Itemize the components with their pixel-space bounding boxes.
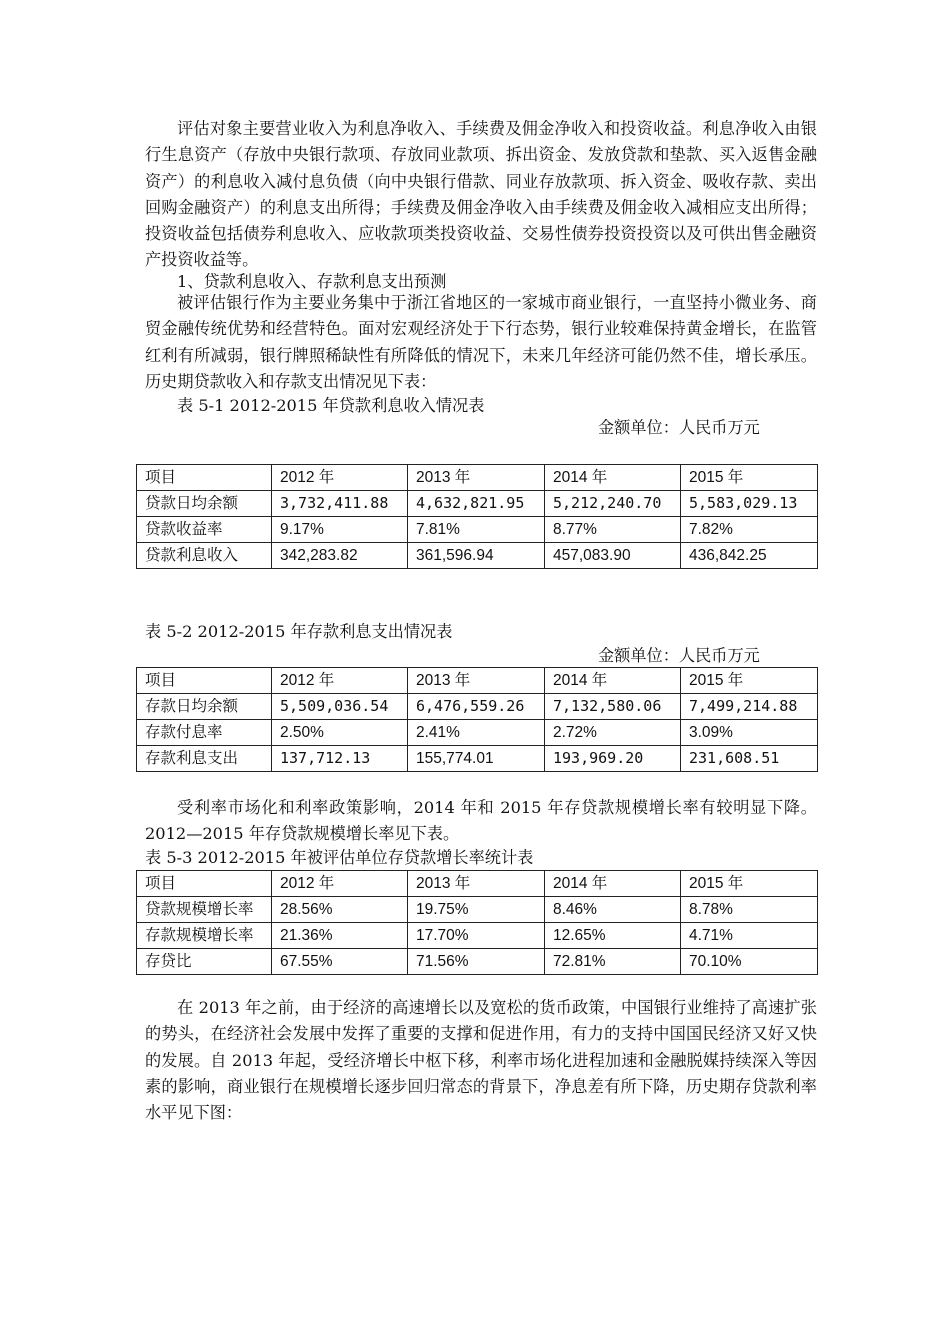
value-cell: 19.75% — [408, 897, 545, 923]
value-cell: 7.82% — [681, 517, 818, 543]
value-cell: 5,509,036.54 — [272, 694, 408, 720]
value-cell: 8.78% — [681, 897, 818, 923]
header-cell: 项目 — [137, 871, 272, 897]
header-cell: 2015 年 — [681, 465, 818, 491]
table-row — [137, 720, 818, 746]
value-cell: 4,632,821.95 — [408, 491, 545, 517]
header-cell: 2012 年 — [272, 465, 408, 491]
value-cell: 28.56% — [272, 897, 408, 923]
row-label: 存款利息支出 — [137, 746, 272, 772]
value-cell: 70.10% — [681, 949, 818, 975]
value-cell: 2.72% — [545, 720, 681, 746]
value-cell: 2.50% — [272, 720, 408, 746]
table-row — [137, 491, 818, 517]
intro-paragraph: 评估对象主要营业收入为利息净收入、手续费及佣金净收入和投资收益。利息净收入由银行生息资产（存放中央银行款项、存放同业款项、拆出资金、发放贷款和垫款、买入返售金融资产）的利息收入减付息负债（向中央银行借款、同业存放款项、拆入资金、吸收存款、卖出回购金融资产）的利息支出所得；手续费及佣金净收入由手续费及佣金收入减相应支出所得；投资收益包括债券利息收入、应收款项类投资收益、交易性债券投资投资以及可供出售金融资产投资收益等。 — [145, 119, 817, 270]
table-row — [137, 923, 818, 949]
row-label: 贷款日均余额 — [137, 491, 272, 517]
value-cell: 2.41% — [408, 720, 545, 746]
value-cell: 3,732,411.88 — [272, 491, 408, 517]
value-cell: 361,596.94 — [408, 543, 545, 569]
header-cell: 项目 — [137, 465, 272, 491]
value-cell: 137,712.13 — [272, 746, 408, 772]
value-cell: 5,583,029.13 — [681, 491, 818, 517]
header-cell: 2014 年 — [545, 668, 681, 694]
value-cell: 3.09% — [681, 720, 818, 746]
table-row — [137, 694, 818, 720]
value-cell: 17.70% — [408, 923, 545, 949]
value-cell: 155,774.01 — [408, 746, 545, 772]
row-label: 存款付息率 — [137, 720, 272, 746]
closing-paragraph: 在 2013 年之前，由于经济的高速增长以及宽松的货币政策，中国银行业维持了高速扩张的势头，在经济社会发展中发挥了重要的支撑和促进作用，有力的支持中国国民经济又好又快的发展。自 2013 年起，受经济增长中枢下移，利率市场化进程加速和金融脱媒持续深入等因素的影响，商业银行在规模增长逐步回归常态的背景下，净息差有所下降，历史期存贷款利率水平见下图： — [145, 998, 817, 1123]
table1-unit: 金额单位：人民币万元 — [598, 418, 760, 437]
table-row — [137, 517, 818, 543]
value-cell: 193,969.20 — [545, 746, 681, 772]
value-cell: 71.56% — [408, 949, 545, 975]
header-cell: 2015 年 — [681, 668, 818, 694]
table1-loan-interest — [136, 464, 818, 569]
value-cell: 231,608.51 — [681, 746, 818, 772]
row-label: 存贷比 — [137, 949, 272, 975]
table-row — [137, 897, 818, 923]
value-cell: 457,083.90 — [545, 543, 681, 569]
value-cell: 7,132,580.06 — [545, 694, 681, 720]
value-cell: 4.71% — [681, 923, 818, 949]
table-header-row — [137, 871, 818, 897]
value-cell: 12.65% — [545, 923, 681, 949]
row-label: 存款日均余额 — [137, 694, 272, 720]
header-cell: 2012 年 — [272, 668, 408, 694]
table2-caption: 表 5-2 2012-2015 年存款利息支出情况表 — [145, 622, 453, 641]
value-cell: 436,842.25 — [681, 543, 818, 569]
row-label: 贷款收益率 — [137, 517, 272, 543]
table-header-row — [137, 465, 818, 491]
table2-deposit-interest — [136, 667, 818, 772]
row-label: 贷款规模增长率 — [137, 897, 272, 923]
section-heading: 1、贷款利息收入、存款利息支出预测 — [177, 272, 447, 291]
table1-caption: 表 5-1 2012-2015 年贷款利息收入情况表 — [177, 396, 485, 415]
bank-description-paragraph: 被评估银行作为主要业务集中于浙江省地区的一家城市商业银行，一直坚持小微业务、商贸金融传统优势和经营特色。面对宏观经济处于下行态势，银行业较难保持黄金增长，在监管红利有所减弱，银行牌照稀缺性有所降低的情况下，未来几年经济可能仍然不佳，增长承压。历史期贷款收入和存款支出情况见下表： — [145, 293, 817, 391]
header-cell: 2013 年 — [408, 465, 545, 491]
value-cell: 7.81% — [408, 517, 545, 543]
table2-unit: 金额单位：人民币万元 — [598, 646, 760, 665]
value-cell: 5,212,240.70 — [545, 491, 681, 517]
header-cell: 2013 年 — [408, 668, 545, 694]
table3-growth-rates — [136, 870, 818, 975]
row-label: 贷款利息收入 — [137, 543, 272, 569]
header-cell: 2013 年 — [408, 871, 545, 897]
header-cell: 2015 年 — [681, 871, 818, 897]
value-cell: 8.77% — [545, 517, 681, 543]
row-label: 存款规模增长率 — [137, 923, 272, 949]
header-cell: 2014 年 — [545, 871, 681, 897]
value-cell: 342,283.82 — [272, 543, 408, 569]
table-row — [137, 543, 818, 569]
value-cell: 8.46% — [545, 897, 681, 923]
value-cell: 72.81% — [545, 949, 681, 975]
header-cell: 项目 — [137, 668, 272, 694]
header-cell: 2012 年 — [272, 871, 408, 897]
growth-description-paragraph: 受利率市场化和利率政策影响，2014 年和 2015 年存贷款规模增长率有较明显下降。2012—2015 年存贷款规模增长率见下表。 — [145, 798, 817, 844]
table-row — [137, 949, 818, 975]
value-cell: 21.36% — [272, 923, 408, 949]
table-header-row — [137, 668, 818, 694]
value-cell: 9.17% — [272, 517, 408, 543]
header-cell: 2014 年 — [545, 465, 681, 491]
table-row — [137, 746, 818, 772]
table3-caption: 表 5-3 2012-2015 年被评估单位存贷款增长率统计表 — [145, 848, 534, 867]
value-cell: 6,476,559.26 — [408, 694, 545, 720]
value-cell: 7,499,214.88 — [681, 694, 818, 720]
value-cell: 67.55% — [272, 949, 408, 975]
